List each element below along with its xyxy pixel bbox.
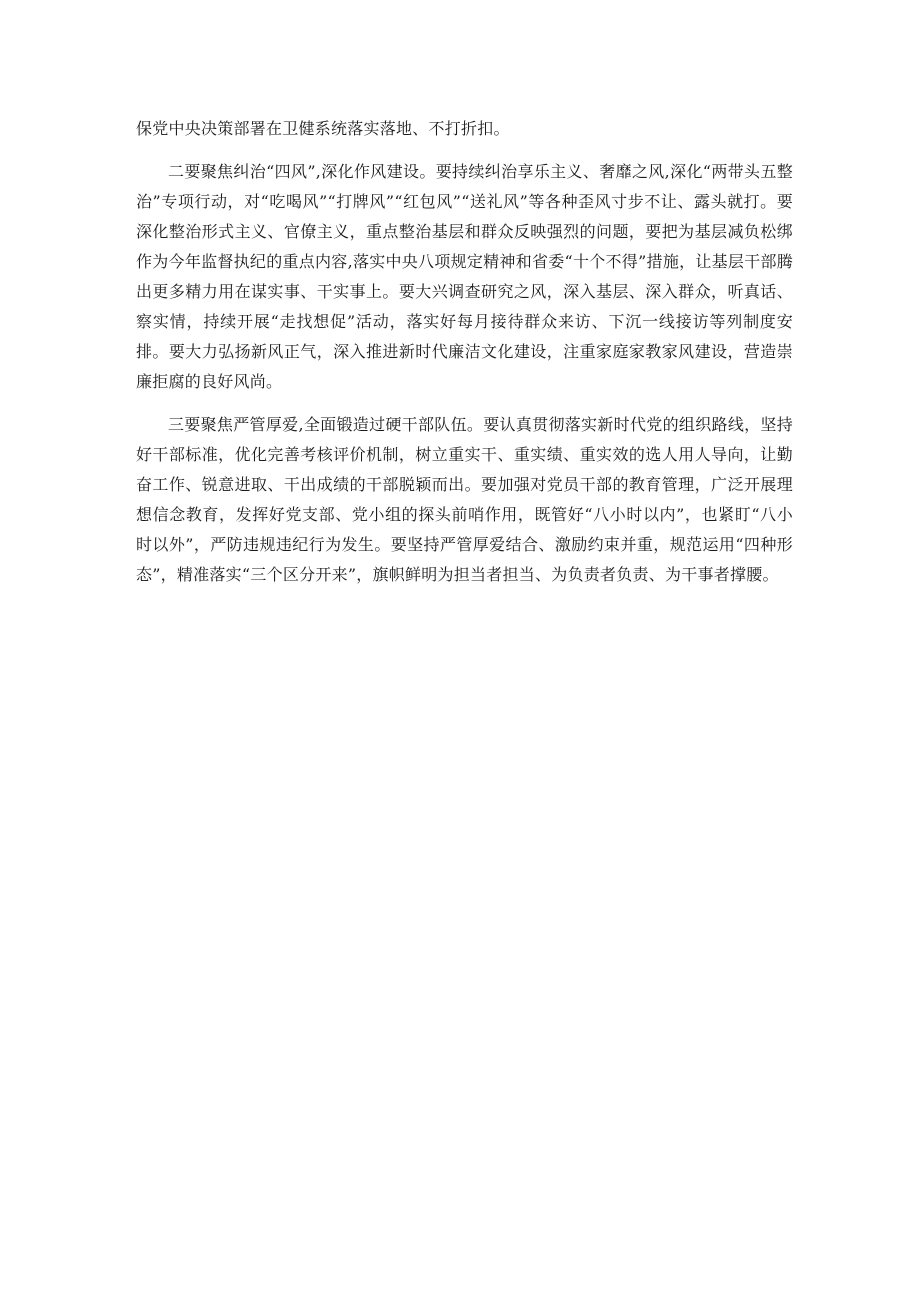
paragraph-style-rectification: 二要聚焦纠治“四风”,深化作风建设。要持续纠治享乐主义、奢靡之风,深化“两带头五整治”专项行动，对“吃喝风”“打牌风”“红包风”“送礼风”等各种歪风寸步不让、露头就打。要深化整治形式主义、官僚主义，重点整治基层和群众反映强烈的问题，要把为基层减负松绑作为今年监督执纪的重点内容,落实中央八项规定精神和省委“十个不得”措施，让基层干部腾出更多精力用在谋实事、干实事上。要大兴调查研究之风，深入基层、深入群众，听真话、察实情，持续开展“走找想促”活动，落实好每月接待群众来访、下沉一线接访等列制度安排。要大力弘扬新风正气，深入推进新时代廉洁文化建设，注重家庭家教家风建设，营造崇廉拒腐的良好风尚。 [136, 162, 793, 391]
paragraph-continuation: 保党中央决策部署在卫健系统落实落地、不打折扣。 [136, 119, 510, 138]
paragraph-cadre-management: 三要聚焦严管厚爱,全面锻造过硬干部队伍。要认真贯彻落实新时代党的组织路线，坚持好干部标准，优化完善考核评价机制，树立重实干、重实绩、重实效的选人用人导向，让勤奋工作、锐意进取、干出成绩的干部脱颖而出。要加强对党员干部的教育管理，广泛开展理想信念教育，发挥好党支部、党小组的探头前哨作用，既管好“八小时以内”，也紧盯“八小时以外”，严防违规违纪行为发生。要坚持严管厚爱结合、激励约束并重，规范运用“四种形态”，精准落实“三个区分开来”，旗帜鲜明为担当者担当、为负责者负责、为干事者撑腰。 [136, 415, 793, 584]
document-body [136, 114, 793, 590]
